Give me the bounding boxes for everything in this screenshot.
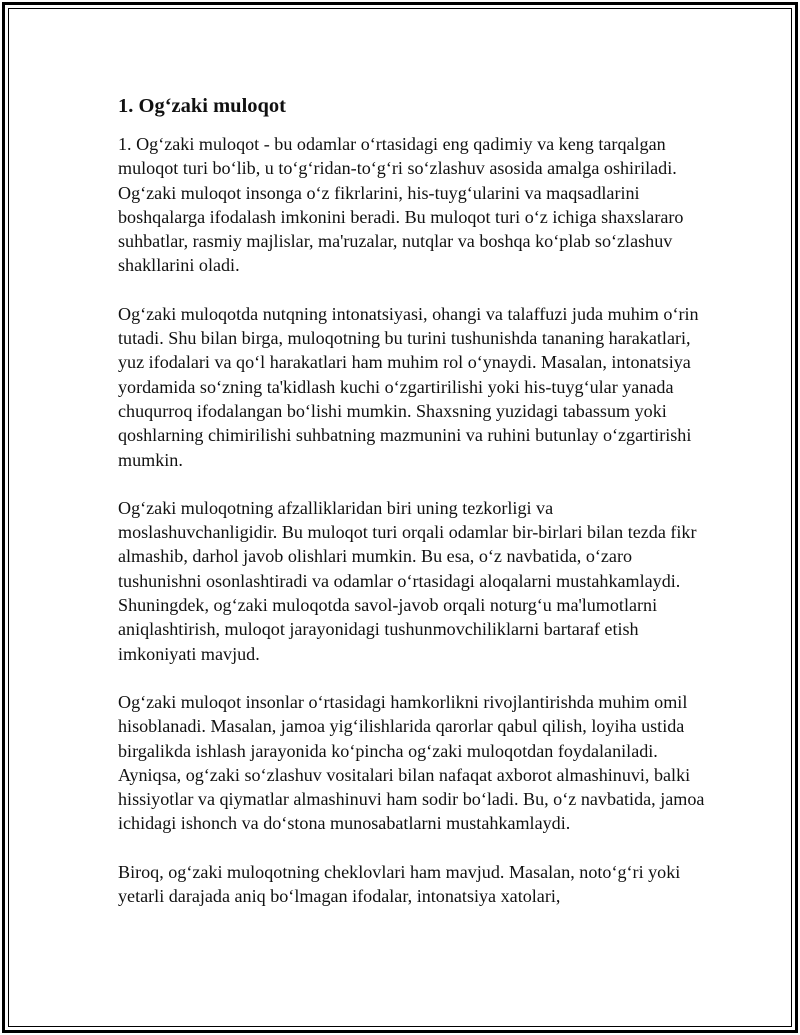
paragraph-4: Og‘zaki muloqot insonlar o‘rtasidagi hamkorlikni rivojlantirishda muhim omil hisoblanadi. Masalan, jamoa yig‘ilishlarida qarorlar qabul qilish, loyiha ustida birgalikda ishlash jarayonida ko‘pincha og‘zaki muloqotdan foydalaniladi. Ayniqsa, og‘zaki so‘zlashuv vositalari bilan nafaqat axborot almashinuvi, balki hissiyotlar va qiymatlar almashinuvi ham sodir bo‘ladi. Bu, o‘z navbatida, jamoa ichidagi ishonch va do‘stona munosabatlarni mustahkamlaydi. — [118, 691, 705, 834]
paragraph-2: Og‘zaki muloqotda nutqning intonatsiyasi, ohangi va talaffuzi juda muhim o‘rin tutadi. Shu bilan birga, muloqotning bu turini tushunishda tananing harakatlari, yuz ifodalari va qo‘l harakatlari ham muhim rol o‘ynaydi. Masalan, intonatsiya yordamida so‘zning ta'kidlash kuchi o‘zgartirilishi yoki his-tuyg‘ular yanada chuqurroq ifodalangan bo‘lishi mumkin. Shaxsning yuzidagi tabassum yoki qoshlarning chimirilishi suhbatning mazmunini va ruhini butunlay o‘zgartirishi mumkin. — [118, 303, 699, 470]
paragraph-3: Og‘zaki muloqotning afzalliklaridan biri uning tezkorligi va moslashuvchanligidir. Bu muloqot turi orqali odamlar bir-birlari bilan tezda fikr almashib, darhol javob olishlari mumkin. Bu esa, o‘z navbatida, o‘zaro tushunishni osonlashtiradi va odamlar o‘rtasidagi aloqalarni mustahkamlaydi. Shuningdek, og‘zaki muloqotda savol-javob orqali noturg‘u ma'lumotlarni aniqlashtirish, muloqot jarayonidagi tushunmovchiliklarni bartaraf etish imkoniyati mavjud. — [118, 497, 697, 664]
paragraph-1: 1. Og‘zaki muloqot - bu odamlar o‘rtasidagi eng qadimiy va keng tarqalgan muloqot turi bo‘lib, u to‘g‘ridan-to‘g‘ri so‘zlashuv asosida amalga oshiriladi. Og‘zaki muloqot insonga o‘z fikrlarini, his-tuyg‘ularini va maqsadlarini boshqalarga ifodalash imkonini beradi. Bu muloqot turi o‘z ichiga shaxslararo suhbatlar, rasmiy majlislar, ma'ruzalar, nutqlar va boshqa ko‘plab so‘zlashuv shakllarini oladi. — [118, 134, 684, 276]
paragraph-5: Biroq, og‘zaki muloqotning cheklovlari ham mavjud. Masalan, noto‘g‘ri yoki yetarli darajada aniq bo‘lmagan ifodalar, intonatsiya xatolari, — [118, 861, 681, 907]
document-body — [118, 92, 708, 932]
section-heading: 1. Og‘zaki muloqot — [118, 95, 286, 117]
